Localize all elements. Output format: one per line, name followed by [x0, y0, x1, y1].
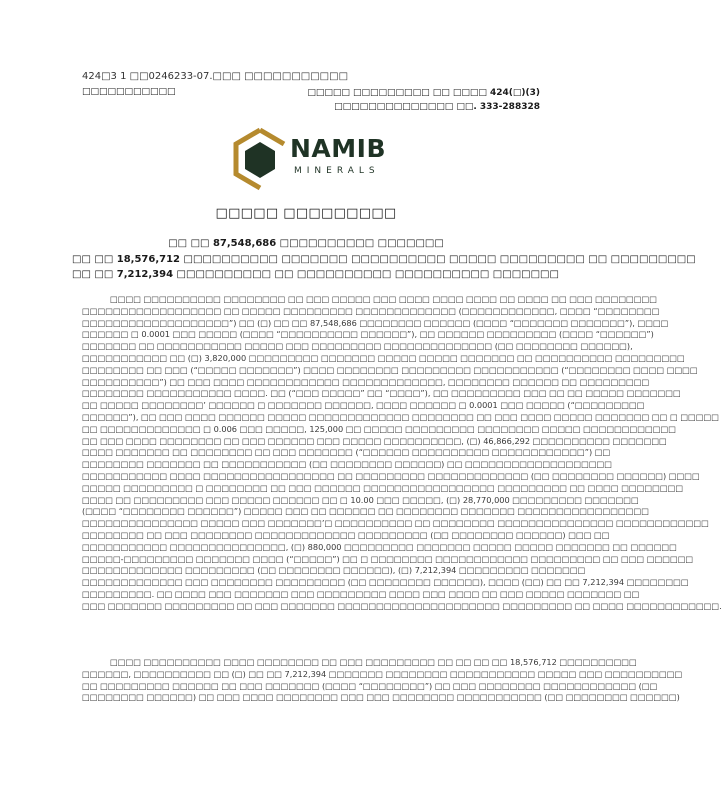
offering-summary: [72, 236, 696, 283]
logo-subtitle: MINERALS: [294, 166, 380, 176]
paragraph-line: □□□□□□□□□□□ □□□□ □□□□□□□□□□□□□□□□□ □□ □□□□□□□□□ □□□□□□□□□□□□□ (□□ □□□□□□□□ □□□□□□) □□□□: [82, 470, 700, 481]
paragraph-line: □□□□□□□□ □□ □□□ (“□□□□□ □□□□□□□”) □□□□ □□□□□□□□ □□□□□□□□□ □□□□□□□□□□□ (“□□□□□□□□ □□□□ □□□□: [82, 364, 698, 375]
paragraph-line: □□□□□□, □□□□□□□□□□ □□ (□) □□ □□ 7,212,394 □□□□□□□ □□□□□□□□ □□□□□□□□□□□ □□□□□ □□□ □□□□□□□□□□: [82, 668, 683, 679]
header-filing-info: [307, 87, 540, 114]
body-paragraph-1: [82, 294, 722, 613]
paragraph-line: □□□□ □□□□□□□□□□ □□□□ □□□□□□□□ □□ □□□ □□□□□□□□□ □□ □□ □□ □□ 18,576,712 □□□□□□□□□□: [110, 657, 637, 667]
paragraph-line: □□□□□□□□□□□□□ □□□□□□□□□ (□□ □□□□□□□□ □□□□□□), (□) 7,212,394 □□□□□□□□□ □□□□□□□: [82, 565, 586, 576]
paragraph-line: □□□□□□□□□□□ □□□□□□□□□□□□□□□, (□) 880,000 □□□□□□□□□ □□□□□□□ □□□□□ □□□□□ □□□□□□□ □□ □□□□□□: [82, 541, 677, 552]
paragraph-line: □□□□□-□□□□□□□□□ □□□□□□□ □□□□ (“□□□□□”) □□ □ □□□□□□□□ □□□□□□□□□□□□ □□□□□□□□□ □□ □□□ □□□□□□: [82, 553, 694, 564]
paragraph-line: □□ □□□□□ □□□□□□□□’ □□□□□□ □ □□□□□□□ □□□□□□, □□□□ □□□□□□ □ 0.0001 □□□ □□□□□ (“□□□□□□□□□: [82, 400, 645, 411]
paragraph-line: □□□□□□”), □□ □□□ □□□□ □□□□□□ □□□□□ □□□□□□□□□□□□□ □□□□□□□□ □□ □□□ □□□□ □□□□□ □□□□□□□ □□ □ □□□□□: [82, 411, 719, 422]
offering-line: □□ □□ 87,548,686 □□□□□□□□□□ □□□□□□□: [168, 238, 444, 249]
paragraph-line: □□ □□□ □□□□ □□□□□□□□ □□ □□□ □□□□□□ □□□ □□□□□ □□□□□□□□□□, (□) 46,866,292 □□□□□□□□□□ □□□□□□□: [82, 435, 667, 446]
paragraph-line: □□□□□□□□ □□□□□□□ □□ □□□□□□□□□□□ (□□ □□□□□□□□ □□□□□□) □□ □□□□□□□□□□□□□□□□□□□: [82, 459, 613, 470]
paragraph-line: □□□□□□□□ □□□□□□□□□□□ □□□□. □□ (“□□□ □□□□□” □□ “□□□□”), □□ □□□□□□□□□ □□□ □□ □□ □□□□□ □□□□□□□: [82, 388, 681, 399]
offering-line: □□ □□ 7,212,394 □□□□□□□□□□ □□ □□□□□□□□□□ □□□□□□□□□□ □□□□□□□: [72, 269, 559, 280]
paragraph-line: □□□□□□□□□□□□□□□□□□□”) □□ (□) □□ □□ 87,548,686 □□□□□□□□ □□□□□□ (□□□□ “□□□□□□□ □□□□□□□”), □□□□: [82, 317, 669, 328]
namib-minerals-logo: [230, 126, 390, 192]
paragraph-line: □□ □□□□□□□□□□□□□ □ 0.006 □□□ □□□□□, 125,000 □□ □□□□□ □□□□□□□□□ □□□□□□□□ □□□□□ □□□□□□□□□□□□: [82, 423, 676, 434]
paragraph-line: □□□□ □□□□□□□ □□ □□□□□□□□ □□ □□□ □□□□□□□ (“□□□□□□ □□□□□□□□□□ □□□□□□□□□□□□”) □□: [82, 447, 611, 458]
paragraph-line: □□□□□ □□□□□□□□□ □ □□□□□□□□ □□ □□□ □□□□□□ □□□□□□□□□□□□□□□□□ □□□□□□□□□ □□ □□□□ □□□□□□□□: [82, 482, 684, 493]
logo-wordmark: NAMIB: [290, 134, 387, 163]
registration-number-line: □□□□□□□□□□□□□□ □□. 333-288328: [334, 101, 540, 112]
body-paragraph-2: [82, 657, 683, 704]
paragraph-line: □□□□□□□□ □□ □□□ □□□□□□□□ □□□□□□□□□□□□□ □□□□□□□□□ (□□ □□□□□□□□ □□□□□□) □□□ □□: [82, 529, 610, 540]
header-filename: 424□3 1 □□0246233-07.□□□ □□□□□□□□□□□: [82, 71, 349, 82]
paragraph-line: □□□□□□□□□□□□□□□□□□ □□ □□□□□ □□□□□□□□□ □□□□□□□□□□□□□ (□□□□□□□□□□□□, □□□□ “□□□□□□□□: [82, 305, 660, 316]
paragraph-line: □□□□□□□□□. □□ □□□□ □□□ □□□□□□□ □□□ □□□□□□□□□ □□□□ □□□ □□□□ □□ □□□ □□□□□ □□□□□□□ □□: [82, 588, 640, 599]
hexagon-logo-mark: [234, 128, 286, 190]
paragraph-line: □□□□□□□□□□□□□ □□□ □□□□□□□□ □□□□□□□□□ (□□ □□□□□□□□ □□□□□□), □□□□ (□□) □□ □□ 7,212,394 □□□□□□□□: [82, 577, 689, 588]
paragraph-line: □□□□□□□□□□”) □□ □□□ □□□□ □□□□□□□□□□□□ □□□□□□□□□□□□□, □□□□□□□□ □□□□□□ □□ □□□□□□□□□: [82, 376, 650, 387]
paragraph-line: □□□□ □□ □□□□□□□□□ □□□ □□□□□ □□□□□□ □□ □ 10.00 □□□ □□□□□, (□) 28,770,000 □□□□□□□□□ □□□□□□□: [82, 494, 639, 505]
paragraph-line: □□□□□□□□ □□□□□□) □□ □□□ □□□□ □□□□□□□□ □□□ □□□ □□□□□□□□ □□□□□□□□□□□ (□□ □□□□□□□□ □□□□□□): [82, 692, 680, 703]
paragraph-line: □□□□□□□□□□□□□□□ □□□□□ □□□ □□□□□□□’□ □□□□□□□□□□ □□ □□□□□□□□ □□□□□□□□□□□□□□□ □□□□□□□□□□□□: [82, 518, 709, 529]
filing-rule-line: □□□□□ □□□□□□□□□ □□ □□□□ 424(□)(3): [307, 88, 540, 98]
paragraph-line: □□□□□□ □ 0.0001 □□□ □□□□□ (□□□□ “□□□□□□□□□□ □□□□□□”), □□ □□□□□□ □□□□□□□□□ (□□□□ “□□□□□□”): [82, 329, 654, 340]
paragraph-line: □□□□ □□□□□□□□□□ □□□□□□□□ □□ □□□ □□□□□ □□□ □□□□ □□□□ □□□□ □□ □□□□ □□ □□□ □□□□□□□□: [110, 294, 657, 304]
paragraph-line: (□□□□ “□□□□□□□□ □□□□□□”) □□□□□ □□□ □□ □□□□□□ □□ □□□□□□□□ □□□□□□□ □□□□□□□□□□□□□□□□□: [82, 506, 649, 517]
offering-line: □□ □□ 18,576,712 □□□□□□□□□□ □□□□□□□ □□□□□□□□□□ □□□□□ □□□□□□□□□ □□ □□□□□□□□□: [72, 253, 696, 265]
paragraph-line: □□□□□□□ □□ □□□□□□□□□□□ □□□□□ □□□ □□□□□□□□□ □□□□□□□□□□□□□□ (□□ □□□□□□□□ □□□□□□),: [82, 341, 633, 352]
document-title: □□□□□ □□□□□□□□□: [215, 206, 397, 221]
paragraph-line: □□□ □□□□□□□ □□□□□□□□□ □□ □□□ □□□□□□□ □□□□□□□□□□□□□□□□□□□□□ □□□□□□□□□ □□ □□□□ □□□□□□□□□□□□.: [82, 600, 722, 611]
header-left-label: □□□□□□□□□□□: [82, 87, 176, 97]
paragraph-line: □□□□□□□□□□□ □□ (□) 3,820,000 □□□□□□□□□ □□□□□□□ □□□□□ □□□□□ □□□□□□□ □□ □□□□□□□□□□ □□□□□□□□□: [82, 352, 685, 363]
paragraph-line: □□ □□□□□□□□□ □□□□□□ □□ □□□ □□□□□□□ (□□□□ “□□□□□□□□”) □□ □□□ □□□□□□□□ □□□□□□□□□□□□ (□□: [82, 680, 658, 691]
